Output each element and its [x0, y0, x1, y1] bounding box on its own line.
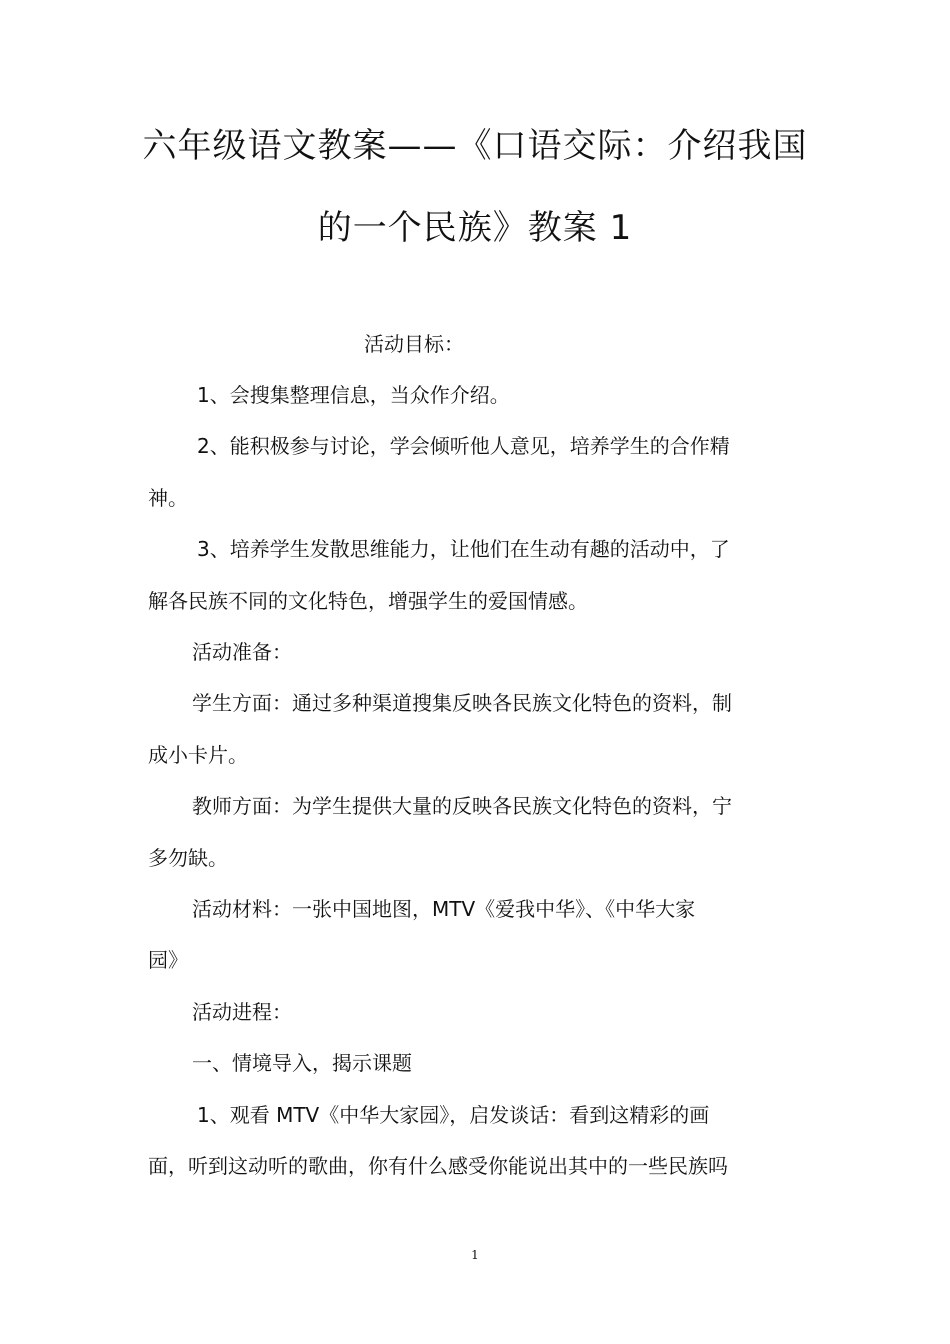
paragraph-line-6: 解各民族不同的文化特色，增强学生的爱国情感。: [148, 589, 588, 613]
paragraph-line-15: 一、情境导入，揭示课题: [192, 1051, 412, 1075]
document-title-line-1: 六年级语文教案——《口语交际：介绍我国: [142, 126, 808, 166]
paragraph-line-3: 2、能积极参与讨论，学会倾听他人意见，培养学生的合作精: [197, 434, 730, 458]
paragraph-line-2: 1、会搜集整理信息，当众作介绍。: [197, 383, 510, 407]
paragraph-line-5: 3、培养学生发散思维能力，让他们在生动有趣的活动中，了: [197, 537, 730, 561]
paragraph-line-4: 神。: [148, 486, 188, 510]
paragraph-line-1: 活动目标：: [364, 332, 464, 356]
paragraph-line-16: 1、观看 MTV《中华大家园》，启发谈话：看到这精彩的画: [197, 1103, 710, 1127]
document-title-line-2: 的一个民族》教案 1: [317, 208, 633, 248]
paragraph-line-14: 活动进程：: [192, 1000, 292, 1024]
paragraph-line-7: 活动准备：: [192, 640, 292, 664]
paragraph-line-10: 教师方面：为学生提供大量的反映各民族文化特色的资料，宁: [192, 794, 732, 818]
page-number: 1: [471, 1248, 479, 1262]
paragraph-line-8: 学生方面：通过多种渠道搜集反映各民族文化特色的资料，制: [192, 691, 732, 715]
paragraph-line-11: 多勿缺。: [148, 846, 228, 870]
paragraph-line-12: 活动材料：一张中国地图，MTV《爱我中华》、《中华大家: [192, 897, 696, 921]
paragraph-line-9: 成小卡片。: [148, 743, 248, 767]
paragraph-line-13: 园》: [148, 948, 188, 972]
paragraph-line-17: 面，听到这动听的歌曲，你有什么感受你能说出其中的一些民族吗: [148, 1154, 728, 1178]
